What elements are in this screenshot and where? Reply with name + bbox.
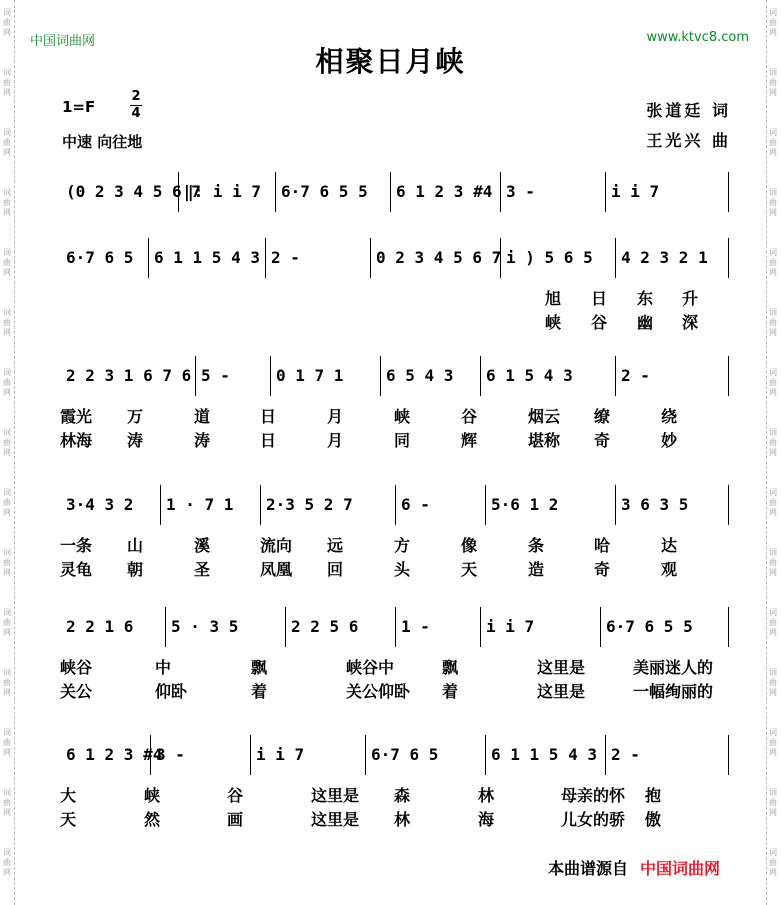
barline [165, 607, 166, 647]
lyric-word: 森 [394, 786, 411, 805]
lyric-word: 谷 [591, 313, 608, 332]
lyric-word: 缭 [594, 407, 611, 426]
barline [615, 356, 616, 396]
source-label: 本曲谱源自 [548, 859, 629, 878]
watermark-glyph: 词 [769, 128, 777, 137]
lyric-word: 深 [682, 313, 699, 332]
lyric-word: 辉 [461, 431, 478, 450]
lyric-word: 林海 [60, 431, 93, 450]
barline [195, 356, 196, 396]
lyric-word: 儿女的骄 [561, 810, 626, 829]
watermark-glyph: 曲 [769, 18, 777, 27]
lyric-word: 像 [461, 536, 478, 555]
lyric-word: 关公仰卧 [346, 682, 411, 701]
measure-notes: 2 2 5 6 [291, 617, 359, 636]
lyric-word: 幽 [637, 313, 654, 332]
barline [728, 485, 729, 525]
measure-notes: i i 7 [611, 182, 660, 201]
watermark-glyph: 网 [3, 688, 11, 697]
watermark-glyph: 词 [769, 368, 777, 377]
watermark-glyph: 网 [769, 508, 777, 517]
watermark-glyph: 曲 [3, 138, 11, 147]
watermark-glyph: 曲 [769, 498, 777, 507]
watermark-glyph: 词 [3, 188, 11, 197]
watermark-glyph: 词 [769, 668, 777, 677]
watermark-glyph: 曲 [3, 798, 11, 807]
meter-top: 2 [131, 89, 141, 104]
measure-notes: 6 1 1 5 4 3 [154, 248, 260, 267]
watermark-glyph: 曲 [3, 198, 11, 207]
watermark-glyph: 网 [769, 88, 777, 97]
watermark-glyph: 词 [769, 848, 777, 857]
lyric-word: 烟云 [528, 407, 561, 426]
measure-notes: 1 - [401, 617, 430, 636]
lyric-word: 这里是 [537, 682, 586, 701]
watermark-glyph: 曲 [3, 558, 11, 567]
watermark-glyph: 网 [769, 208, 777, 217]
barline [275, 172, 276, 212]
lyric-word: 朝 [127, 560, 144, 579]
watermark-glyph: 曲 [3, 738, 11, 747]
watermark-glyph: 曲 [3, 78, 11, 87]
lyric-word: 道 [194, 407, 211, 426]
barline [615, 238, 616, 278]
watermark-glyph: 曲 [769, 858, 777, 867]
measure-notes: 3·4 3 2 [66, 495, 134, 514]
barline [365, 735, 366, 775]
barline [605, 735, 606, 775]
lyric-word: 条 [528, 536, 545, 555]
lyric-word: 关公 [60, 682, 93, 701]
barline [285, 607, 286, 647]
barline [270, 356, 271, 396]
watermark-glyph: 词 [3, 668, 11, 677]
watermark-glyph: 网 [3, 28, 11, 37]
watermark-glyph: 网 [769, 868, 777, 877]
source-site-link[interactable]: 中国词曲网 [640, 859, 721, 878]
watermark-glyph: 曲 [769, 798, 777, 807]
watermark-glyph: 网 [3, 148, 11, 157]
lyric-word: 傲 [645, 810, 662, 829]
watermark-glyph: 网 [3, 208, 11, 217]
measure-notes: (0 2 3 4 5 6 7 [66, 182, 201, 201]
lyric-word: 这里是 [311, 810, 360, 829]
lyric-word: 月 [327, 431, 344, 450]
lyric-word: 这里是 [537, 658, 586, 677]
watermark-glyph: 词 [769, 248, 777, 257]
lyric-word: 绕 [661, 407, 678, 426]
barline [395, 607, 396, 647]
watermark-glyph: 词 [3, 788, 11, 797]
watermark-glyph: 网 [3, 628, 11, 637]
lyric-word: 日 [260, 431, 277, 450]
watermark-glyph: 词 [769, 608, 777, 617]
watermark-glyph: 词 [769, 428, 777, 437]
lyric-word: 天 [60, 810, 77, 829]
watermark-glyph: 曲 [769, 678, 777, 687]
watermark-glyph: 网 [769, 388, 777, 397]
measure-notes: 0 2 3 4 5 6 7 [376, 248, 502, 267]
lyric-word: 天 [461, 560, 478, 579]
lyric-word: 圣 [194, 560, 211, 579]
watermark-glyph: 网 [769, 568, 777, 577]
measure-notes: 6·7 6 5 [66, 248, 134, 267]
watermark-glyph: 曲 [769, 138, 777, 147]
watermark-glyph: 词 [3, 548, 11, 557]
measure-notes: 6 - [401, 495, 430, 514]
measure-notes: i i 7 [256, 745, 305, 764]
barline [380, 356, 381, 396]
lyric-word: 峡谷中 [346, 658, 395, 677]
site-name-left[interactable]: 中国词曲网 [30, 34, 96, 49]
barline [728, 735, 729, 775]
lyric-word: 一幅绚丽的 [633, 682, 714, 701]
lyric-word: 东 [637, 289, 654, 308]
measure-notes: 3 - [156, 745, 185, 764]
staff-row [60, 605, 728, 659]
song-title: 相聚日月峡 [315, 45, 466, 78]
source-footer [548, 856, 720, 879]
measure-notes: 6·7 6 5 5 [281, 182, 368, 201]
lyric-word: 旭 [545, 289, 562, 308]
barline [728, 356, 729, 396]
lyric-word: 方 [394, 536, 411, 555]
watermark-glyph: 网 [3, 268, 11, 277]
meter-bottom: 4 [131, 106, 141, 121]
lyric-word: 母亲的怀 [561, 786, 626, 805]
watermark-glyph: 曲 [769, 318, 777, 327]
lyric-word: 流向 [260, 536, 293, 555]
watermark-glyph: 网 [3, 568, 11, 577]
watermark-glyph: 曲 [769, 258, 777, 267]
watermark-glyph: 词 [3, 68, 11, 77]
barline [265, 238, 266, 278]
lyricist-credit: 张道廷 词 [646, 101, 731, 120]
watermark-glyph: 曲 [3, 498, 11, 507]
lyric-word: 飘 [442, 658, 459, 677]
barline [395, 485, 396, 525]
measure-notes: 1 · 7 1 [166, 495, 234, 514]
measure-notes: 5 - [201, 366, 230, 385]
watermark-glyph: 曲 [769, 738, 777, 747]
measure-notes: 2 - [611, 745, 640, 764]
watermark-glyph: 网 [769, 748, 777, 757]
watermark-glyph: 曲 [3, 318, 11, 327]
watermark-glyph: 词 [769, 488, 777, 497]
lyric-word: 着 [442, 682, 459, 701]
measure-notes: i i 7 [486, 617, 535, 636]
lyric-word: 回 [327, 560, 344, 579]
watermark-glyph: 曲 [3, 378, 11, 387]
measure-notes: 6 1 1 5 4 3 [491, 745, 597, 764]
watermark-glyph: 网 [769, 148, 777, 157]
lyric-word: 飘 [251, 658, 268, 677]
barline [728, 238, 729, 278]
watermark-glyph: 曲 [3, 258, 11, 267]
lyric-word: 日 [591, 289, 608, 308]
measure-notes: 3 6 3 5 [621, 495, 689, 514]
measure-notes: 0 1 7 1 [276, 366, 344, 385]
measure-notes: 2 - [621, 366, 650, 385]
lyric-word: 峡谷 [60, 658, 93, 677]
measure-notes: 6 1 2 3 #4 [396, 182, 493, 201]
watermark-glyph: 词 [3, 8, 11, 17]
measure-notes: 6 1 2 3 #4 [66, 745, 163, 764]
watermark-glyph: 词 [3, 128, 11, 137]
lyric-word: 霞光 [60, 407, 93, 426]
lyric-word: 谷 [461, 407, 478, 426]
measure-notes: 2·3 5 2 7 [266, 495, 353, 514]
lyric-word: 大 [60, 786, 77, 805]
site-url-right[interactable]: www.ktvc8.com [646, 30, 749, 45]
lyric-word: 峡 [144, 786, 161, 805]
lyric-word: 这里是 [311, 786, 360, 805]
watermark-glyph: 曲 [3, 618, 11, 627]
lyric-word: 山 [127, 536, 144, 555]
watermark-glyph: 网 [769, 808, 777, 817]
watermark-glyph: 网 [3, 748, 11, 757]
watermark-glyph: 网 [769, 268, 777, 277]
staff-row [60, 170, 728, 224]
measure-notes: 5·6 1 2 [491, 495, 559, 514]
barline [615, 485, 616, 525]
measure-notes: 6·7 6 5 [371, 745, 439, 764]
lyric-word: 一条 [60, 536, 93, 555]
watermark-glyph: 词 [769, 8, 777, 17]
barline [480, 607, 481, 647]
watermark-glyph: 曲 [769, 378, 777, 387]
watermark-glyph: 词 [769, 728, 777, 737]
lyric-word: 谷 [227, 786, 244, 805]
lyric-word: 涛 [127, 431, 144, 450]
watermark-glyph: 词 [3, 308, 11, 317]
watermark-glyph: 词 [3, 368, 11, 377]
staff-row [60, 483, 728, 537]
watermark-glyph: 网 [769, 28, 777, 37]
lyric-word: 堪称 [528, 431, 561, 450]
lyric-word: 林 [394, 810, 411, 829]
lyric-word: 涛 [194, 431, 211, 450]
watermark-glyph: 词 [3, 488, 11, 497]
staff-row [60, 236, 728, 290]
lyric-word: 抱 [645, 786, 662, 805]
watermark-glyph: 曲 [3, 18, 11, 27]
lyric-word: 林 [478, 786, 495, 805]
lyric-word: 溪 [194, 536, 211, 555]
barline [160, 485, 161, 525]
lyric-word: 峡 [394, 407, 411, 426]
watermark-glyph: 曲 [769, 78, 777, 87]
lyric-word: 画 [227, 810, 244, 829]
measure-notes: 6 5 4 3 [386, 366, 454, 385]
barline [600, 607, 601, 647]
measure-notes: i ) 5 6 5 [506, 248, 593, 267]
lyric-word: 着 [251, 682, 268, 701]
watermark-glyph: 网 [3, 508, 11, 517]
barline [390, 172, 391, 212]
lyric-word: 奇 [594, 431, 611, 450]
watermark-glyph: 网 [769, 448, 777, 457]
measure-notes: ‖: i i 7 [184, 182, 262, 201]
watermark-glyph: 词 [769, 188, 777, 197]
barline [500, 172, 501, 212]
measure-notes: 3 - [506, 182, 535, 201]
barline [370, 238, 371, 278]
staff-row [60, 354, 728, 408]
measure-notes: 2 2 1 6 [66, 617, 134, 636]
lyric-word: 远 [327, 536, 344, 555]
watermark-glyph: 曲 [3, 858, 11, 867]
watermark-glyph: 曲 [769, 438, 777, 447]
watermark-glyph: 网 [769, 688, 777, 697]
lyric-word: 峡 [545, 313, 562, 332]
watermark-glyph: 词 [3, 608, 11, 617]
barline [605, 172, 606, 212]
watermark-glyph: 词 [769, 308, 777, 317]
watermark-glyph: 词 [769, 788, 777, 797]
watermark-glyph: 词 [769, 548, 777, 557]
staff-row [60, 733, 728, 787]
lyric-word: 凤凰 [260, 560, 293, 579]
lyric-word: 灵龟 [60, 560, 93, 579]
measure-notes: 2 - [271, 248, 300, 267]
watermark-glyph: 词 [3, 848, 11, 857]
lyric-word: 头 [394, 560, 411, 579]
measure-notes: 4 2 3 2 1 [621, 248, 708, 267]
composer-credit: 王光兴 曲 [646, 131, 731, 150]
lyric-word: 美丽迷人的 [633, 658, 714, 677]
watermark-glyph: 网 [3, 388, 11, 397]
watermark-glyph: 曲 [3, 678, 11, 687]
barline [250, 735, 251, 775]
lyric-word: 哈 [594, 536, 611, 555]
barline [260, 485, 261, 525]
measure-notes: 6·7 6 5 5 [606, 617, 693, 636]
measure-notes: 2 2 3 1 6 7 6 [66, 366, 192, 385]
lyric-word: 升 [682, 289, 699, 308]
lyric-word: 妙 [661, 431, 678, 450]
watermark-glyph: 网 [3, 868, 11, 877]
watermark-glyph: 词 [3, 248, 11, 257]
watermark-glyph: 网 [3, 448, 11, 457]
watermark-glyph: 网 [3, 328, 11, 337]
watermark-glyph: 曲 [769, 618, 777, 627]
lyric-word: 然 [144, 810, 161, 829]
measure-notes: 6 1 5 4 3 [486, 366, 573, 385]
lyric-word: 月 [327, 407, 344, 426]
lyric-word: 中 [155, 658, 172, 677]
lyric-word: 海 [478, 810, 495, 829]
watermark-glyph: 词 [3, 428, 11, 437]
barline [728, 607, 729, 647]
lyric-word: 观 [661, 560, 678, 579]
watermark-glyph: 词 [3, 728, 11, 737]
barline [485, 485, 486, 525]
lyric-word: 达 [661, 536, 678, 555]
lyric-word: 日 [260, 407, 277, 426]
lyric-word: 仰卧 [155, 682, 188, 701]
measure-notes: 5 · 3 5 [171, 617, 239, 636]
watermark-glyph: 网 [3, 88, 11, 97]
key-signature: 1=F [62, 98, 96, 116]
barline [480, 356, 481, 396]
lyric-word: 造 [528, 560, 545, 579]
lyric-word: 奇 [594, 560, 611, 579]
watermark-glyph: 网 [769, 628, 777, 637]
watermark-glyph: 网 [3, 808, 11, 817]
barline [728, 172, 729, 212]
watermark-glyph: 曲 [3, 438, 11, 447]
watermark-glyph: 词 [769, 68, 777, 77]
tempo-marking: 中速 向往地 [62, 133, 143, 151]
barline [485, 735, 486, 775]
watermark-glyph: 曲 [769, 198, 777, 207]
lyric-word: 万 [127, 407, 144, 426]
lyric-word: 同 [394, 431, 411, 450]
watermark-glyph: 网 [769, 328, 777, 337]
time-signature [130, 90, 142, 121]
barline [148, 238, 149, 278]
watermark-glyph: 曲 [769, 558, 777, 567]
